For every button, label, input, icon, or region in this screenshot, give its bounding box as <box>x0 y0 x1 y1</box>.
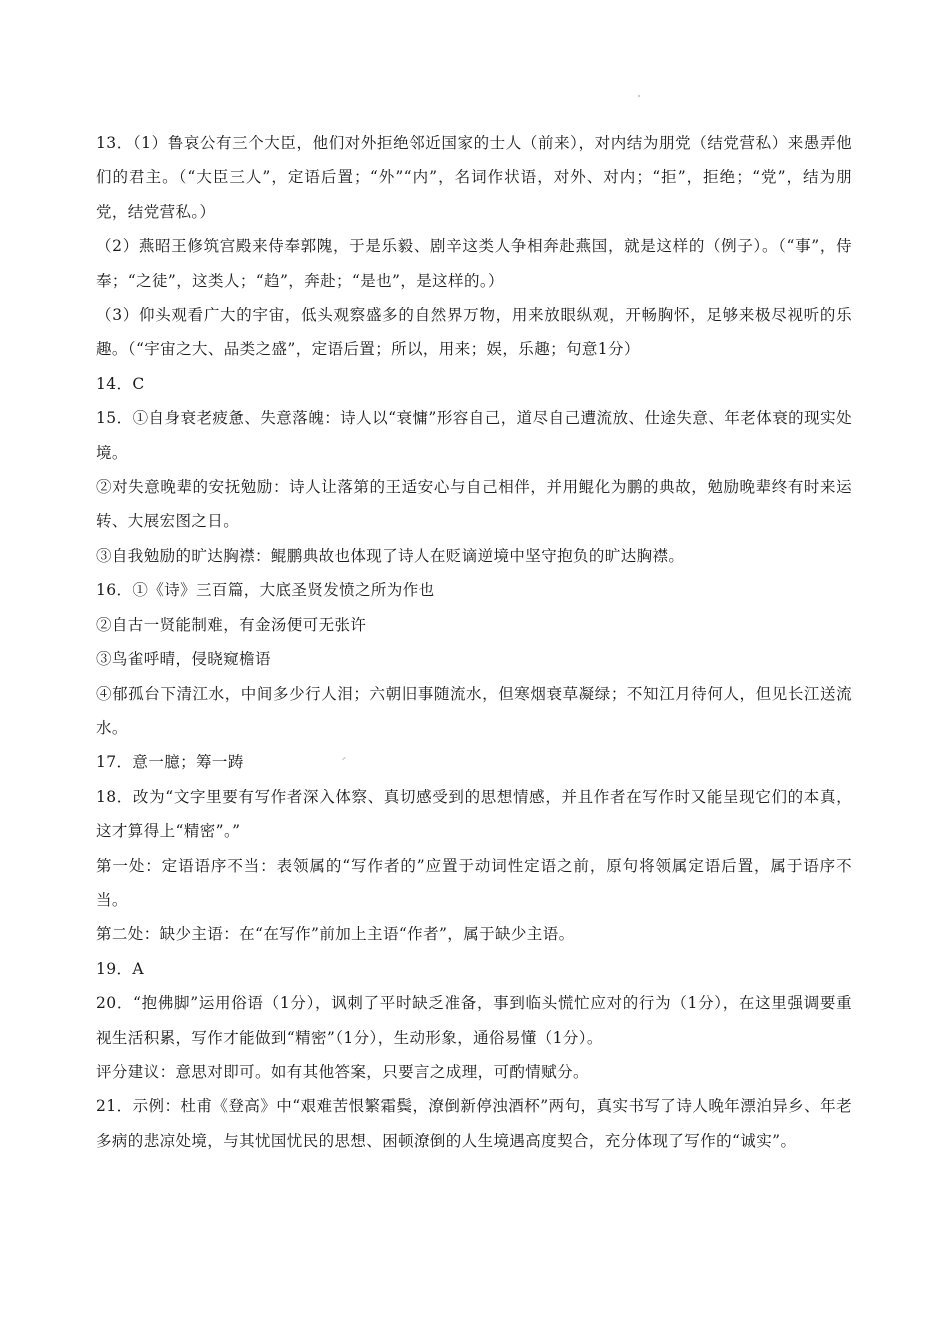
answer-13-part-1: 13．（1）鲁哀公有三个大臣，他们对外拒绝邻近国家的士人（前来），对内结为朋党（结党营私）来愚弄他们的君主。（“大臣三人”，定语后置；“外”“内”，名词作状语，对外、对内；“拒”，拒绝；“党”，结为朋党，结党营私。） <box>96 134 852 221</box>
answer-16-item-4: ④郁孤台下清江水，中间多少行人泪；六朝旧事随流水，但寒烟衰草凝绿；不知江月待何人，但见长江送流水。 <box>96 684 852 737</box>
answer-15-point-2: ②对失意晚辈的安抚勉励：诗人让落第的王适安心与自己相伴，并用鲲化为鹏的典故，勉励晚辈终有时来运转、大展宏图之日。 <box>96 478 852 531</box>
answer-18-revision: 18．改为“文字里要有写作者深入体察、真切感受到的思想情感，并且作者在写作时又能呈现它们的本真，这才算得上“精密”。” <box>96 787 852 841</box>
answer-18-error-1: 第一处：定语语序不当：表领属的“写作者的”应置于动词性定语之前，原句将领属定语后置，属于语序不当。 <box>96 856 852 909</box>
answer-16-item-1: 16．①《诗》三百篇，大底圣贤发愤之所为作也 <box>96 581 435 600</box>
answer-key <box>96 126 852 1158</box>
answer-13-part-2: （2）燕昭王修筑宫殿来侍奉郭隗，于是乐毅、剧辛这类人争相奔赴燕国，就是这样的（例子）。（“事”，侍奉；“之徒”，这类人；“趋”，奔赴；“是也”，是这样的。） <box>96 237 852 290</box>
answer-13-part-3: （3）仰头观看广大的宇宙，低头观察盛多的自然界万物，用来放眼纵观，开畅胸怀，足够来极尽视听的乐趣。（“宇宙之大、品类之盛”，定语后置；所以，用来；娱，乐趣；句意1分） <box>96 306 852 359</box>
answer-20-scoring-note: 评分建议：意思对即可。如有其他答案，只要言之成理，可酌情赋分。 <box>96 1062 589 1081</box>
answer-16-item-3: ③鸟雀呼晴，侵晓窥檐语 <box>96 650 271 669</box>
answer-14: 14．C <box>96 374 145 393</box>
answer-18-error-2: 第二处：缺少主语：在“在写作”前加上主语“作者”，属于缺少主语。 <box>96 925 575 944</box>
answer-20: 20．“抱佛脚”运用俗语（1分），讽刺了平时缺乏准备，事到临头慌忙应对的行为（1分），在这里强调要重视生活积累，写作才能做到“精密”（1分），生动形象，通俗易懂（1分）。 <box>96 994 852 1047</box>
answer-15-point-1: 15．①自身衰老疲惫、失意落魄：诗人以“衰慵”形容自己，道尽自己遭流放、仕途失意、年老体衰的现实处境。 <box>96 409 852 462</box>
scan-speck <box>638 95 640 97</box>
answer-19: 19．A <box>96 959 145 978</box>
answer-17: 17．意一臆；筹一踌 <box>96 753 244 772</box>
answer-21: 21．示例：杜甫《登高》中“艰难苦恨繁霜鬓，潦倒新停浊酒杯”两句，真实书写了诗人晚年漂泊异乡、年老多病的悲凉处境，与其忧国忧民的思想、困顿潦倒的人生境遇高度契合，充分体现了写作的“诚实”。 <box>96 1097 852 1150</box>
answer-16-item-2: ②自古一贤能制难，有金汤便可无张许 <box>96 615 367 634</box>
answer-15-point-3: ③自我勉励的旷达胸襟：鲲鹏典故也体现了诗人在贬谪逆境中坚守抱负的旷达胸襟。 <box>96 546 685 565</box>
